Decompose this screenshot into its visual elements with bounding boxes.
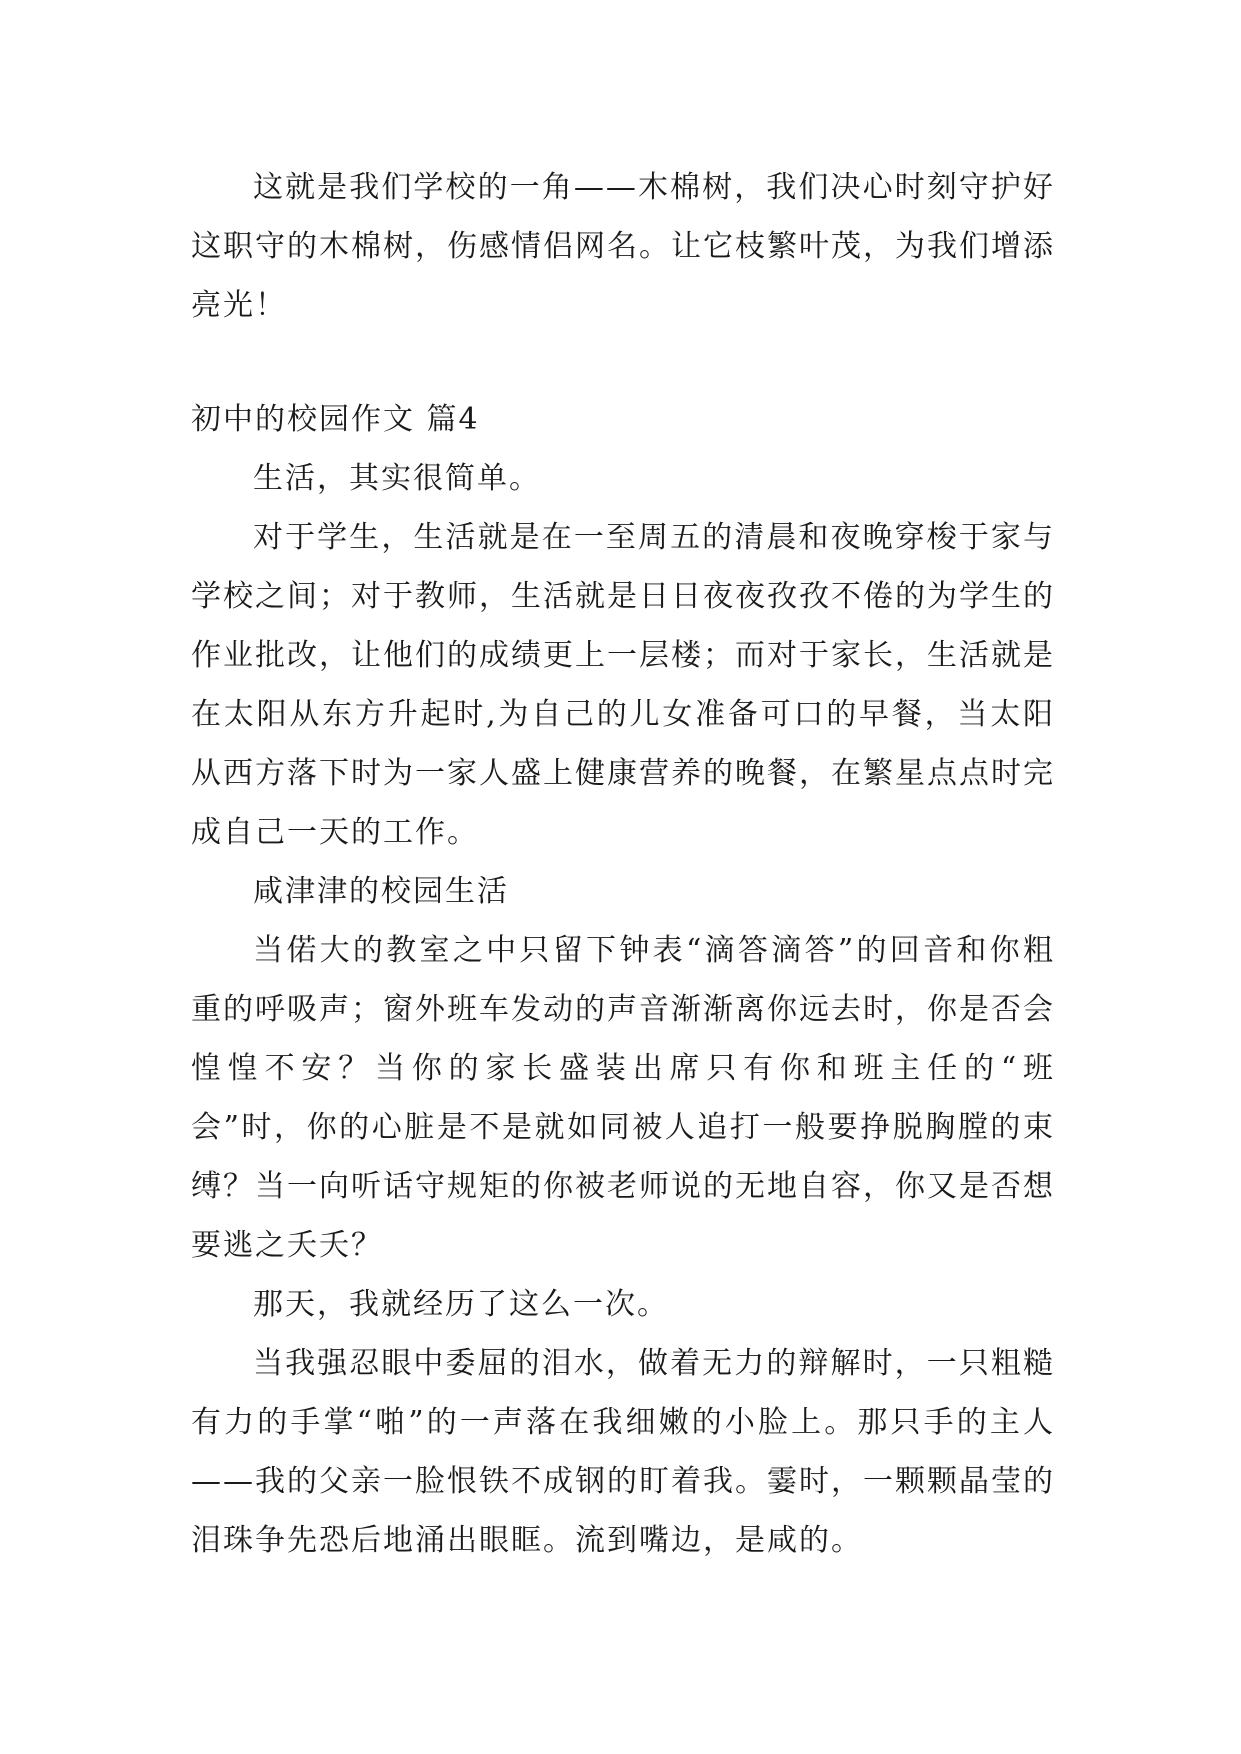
paragraph-that-day: 那天，我就经历了这么一次。	[253, 1287, 669, 1322]
section-heading: 初中的校园作文 篇4	[191, 402, 480, 437]
paragraph-life-simple: 生活，其实很简单。	[253, 461, 541, 496]
paragraph-life-roles: 对于学生，生活就是在一至周五的清晨和夜晚穿梭于家与学校之间；对于教师，生活就是日日夜夜孜孜不倦的为学生的作业批改，让他们的成绩更上一层楼；而对于家长，生活就是在太阳从东方升起时,为自己的儿女准备可口的早餐，当太阳从西方落下时为一家人盛上健康营养的晚餐，在繁星点点时完成自己一天的工作。	[191, 520, 1055, 850]
paragraph-mumian-tree: 这就是我们学校的一角——木棉树，我们决心时刻守护好这职守的木棉树，伤感情侣网名。让它枝繁叶茂，为我们增添亮光！	[191, 170, 1055, 323]
paragraph-classroom-questions: 当偌大的教室之中只留下钟表“滴答滴答”的回音和你粗重的呼吸声；窗外班车发动的声音渐渐离你远去时，你是否会惶惶不安？当你的家长盛装出席只有你和班主任的“班会”时，你的心脏是不是就如同被人追打一般要挣脱胸膛的束缚？当一向听话守规矩的你被老师说的无地自容，你又是否想要逃之夭夭？	[191, 933, 1055, 1263]
document-body	[191, 158, 1055, 1570]
section-spacer	[191, 335, 1055, 390]
subheading-salty-campus-life: 咸津津的校园生活	[253, 874, 509, 909]
paragraph-father-slap: 当我强忍眼中委屈的泪水，做着无力的辩解时，一只粗糙有力的手掌“啪”的一声落在我细嫩的小脸上。那只手的主人——我的父亲一脸恨铁不成钢的盯着我。霎时，一颗颗晶莹的泪珠争先恐后地涌出眼眶。流到嘴边，是咸的。	[191, 1346, 1055, 1558]
